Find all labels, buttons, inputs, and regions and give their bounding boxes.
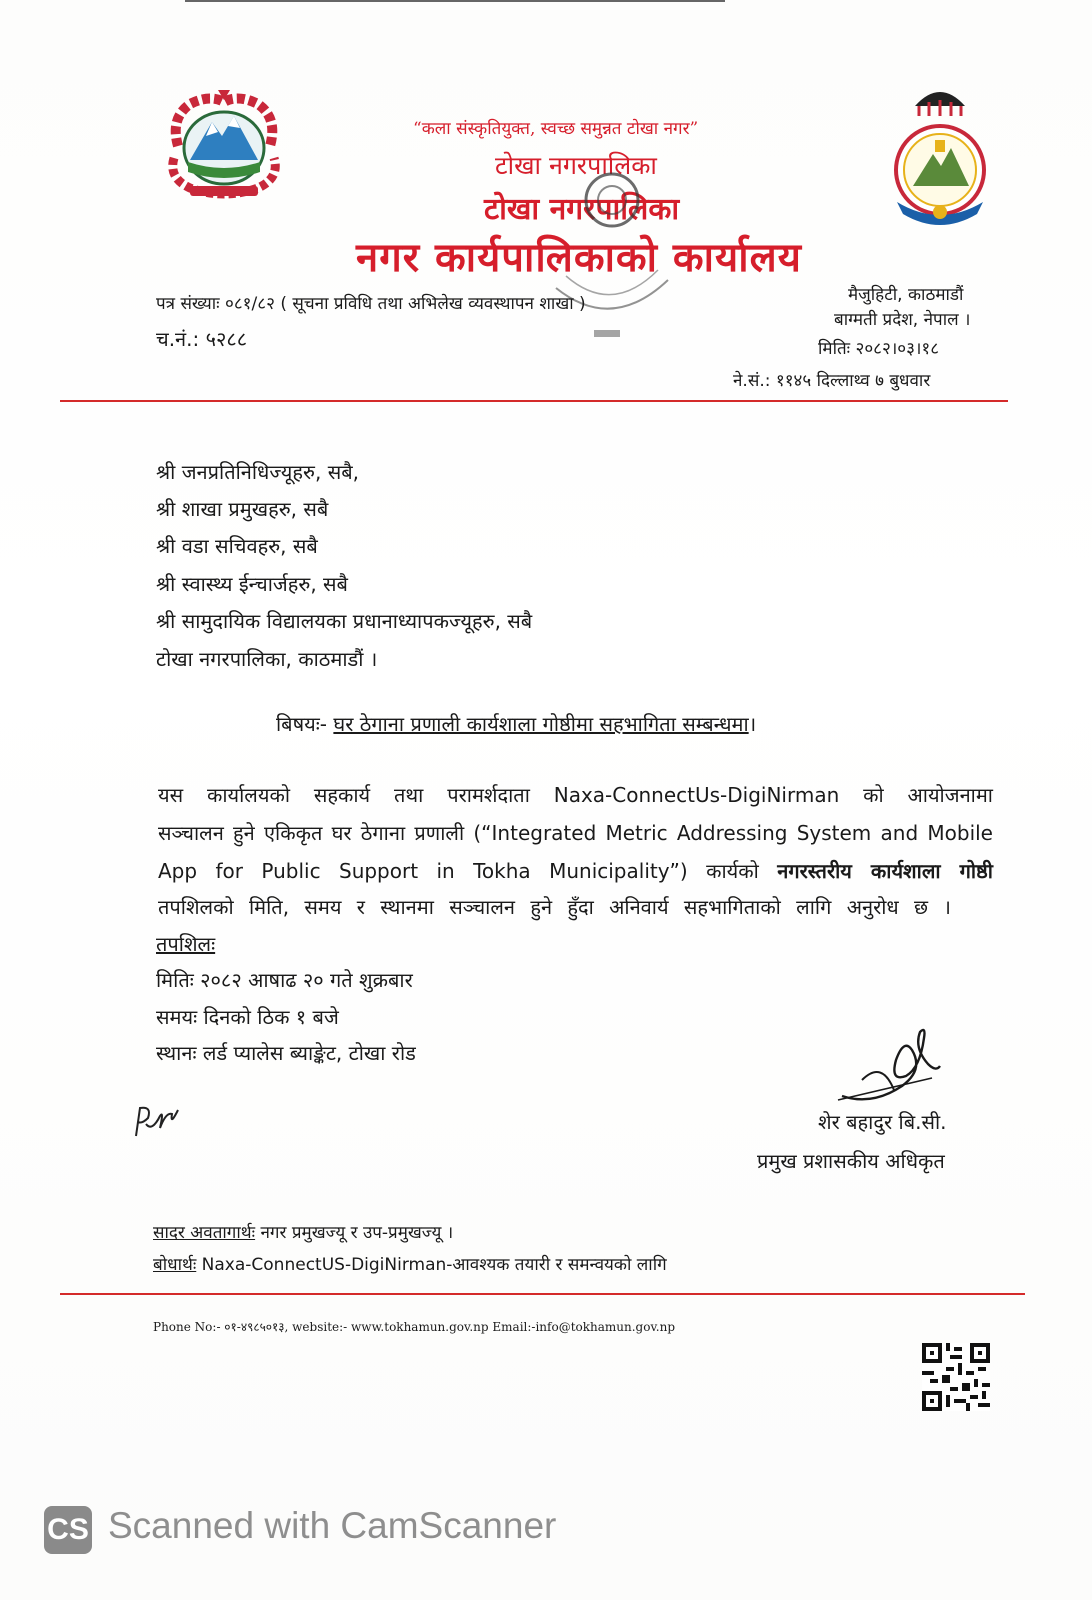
handwritten-initials-icon xyxy=(130,1102,186,1142)
nepal-sambat-date: ने.सं.: ११४५ दिल्लाथ्व ७ बुधवार xyxy=(733,371,931,391)
municipality-name: टोखा नगरपालिका xyxy=(495,151,657,180)
subject-label: बिषयः- xyxy=(276,712,328,736)
body-line: सञ्चालन हुने एकिकृत घर ठेगाना प्रणाली (“Integrated Metric Addressing System and Mobile xyxy=(158,821,993,845)
body-line-part: App for Public Support in Tokha Municipality”) कार्यको xyxy=(158,859,778,883)
recipient-line: श्री शाखा प्रमुखहरु, सबै xyxy=(156,497,329,521)
recipient-line: श्री जनप्रतिनिधिज्यूहरु, सबै, xyxy=(156,460,359,484)
body-line-emphasis: नगरस्तरीय कार्यशाला गोष्ठी xyxy=(777,859,993,883)
motto: “कला संस्कृतियुक्त, स्वच्छ समुन्नत टोखा नगर” xyxy=(413,119,699,139)
signatory-name: शेर बहादुर बि.सी. xyxy=(818,1110,947,1134)
letter-date: मितिः २०८२।०३।१८ xyxy=(818,339,940,359)
footer-divider xyxy=(60,1293,1025,1295)
header-divider xyxy=(60,400,1008,402)
cc-info-label: सादर अवतागार्थः xyxy=(153,1223,256,1243)
recipient-line: टोखा नगरपालिका, काठमाडौं । xyxy=(156,647,378,671)
subject-line xyxy=(276,710,756,737)
cc-info-line xyxy=(153,1220,453,1243)
body-line: तपशिलको मिति, समय र स्थानमा सञ्चालन हुने हुँदा अनिवार्य सहभागिताको लागि अनुरोध छ । xyxy=(158,895,951,919)
qr-code-icon xyxy=(922,1343,990,1411)
nepal-emblem-icon xyxy=(160,88,288,204)
signatory-title: प्रमुख प्रशासकीय अधिकृत xyxy=(757,1149,945,1173)
handwritten-signature-icon xyxy=(832,1020,947,1108)
body-line xyxy=(158,852,993,890)
tokha-municipality-logo-icon xyxy=(885,82,995,232)
camscanner-watermark-text: Scanned with CamScanner xyxy=(108,1505,557,1546)
details-date: मितिः २०८२ आषाढ २० गते शुक्रबार xyxy=(156,968,413,992)
cc-info-text: नगर प्रमुखज्यू र उप-प्रमुखज्यू । xyxy=(255,1223,454,1243)
dispatch-number: च.नं.: ५२८८ xyxy=(156,327,248,351)
address-line1: मैजुहिटी, काठमाडौं xyxy=(848,285,964,305)
body-line: यस कार्यालयको सहकार्य तथा परामर्शदाता Naxa-ConnectUs-DigiNirman को आयोजनामा xyxy=(158,783,993,807)
details-time: समयः दिनको ठिक १ बजे xyxy=(156,1005,339,1029)
subject-end: । xyxy=(748,712,757,736)
recipient-line: श्री वडा सचिवहरु, सबै xyxy=(156,534,318,558)
recipient-line: श्री स्वास्थ्य ईन्चार्जहरु, सबै xyxy=(156,572,348,596)
recipient-line: श्री सामुदायिक विद्यालयका प्रधानाध्यापकज्यूहरु, सबै xyxy=(156,609,533,633)
top-edge-line xyxy=(185,0,725,2)
address-line2: बाग्मती प्रदेश, नेपाल । xyxy=(834,310,971,330)
office-seal-stamp-icon xyxy=(552,158,672,343)
cc-action-line xyxy=(153,1252,667,1275)
municipality-name-stamped: टोखा नगरपालिका xyxy=(484,192,680,227)
letter-number: पत्र संख्याः ०८१/८२ ( सूचना प्रविधि तथा अभिलेख व्यवस्थापन शाखा ) xyxy=(156,294,586,314)
office-title: नगर कार्यपालिकाको कार्यालय xyxy=(356,235,802,281)
cc-action-label: बोधार्थः xyxy=(153,1255,197,1275)
cc-action-text: Naxa-ConnectUS-DigiNirman-आवश्यक तयारी र समन्वयको लागि xyxy=(196,1255,667,1275)
details-heading: तपशिलः xyxy=(156,932,216,956)
footer-contact: Phone No:- ०१-४९८५०१३, website:- www.tokhamun.gov.np Email:-info@tokhamun.gov.np xyxy=(153,1320,676,1334)
details-venue: स्थानः लर्ड प्यालेस ब्याङ्केट, टोखा रोड xyxy=(156,1041,416,1065)
subject-text: घर ठेगाना प्रणाली कार्यशाला गोष्ठीमा सहभागिता सम्बन्धमा xyxy=(333,712,749,736)
camscanner-logo-icon: CS xyxy=(44,1506,92,1554)
